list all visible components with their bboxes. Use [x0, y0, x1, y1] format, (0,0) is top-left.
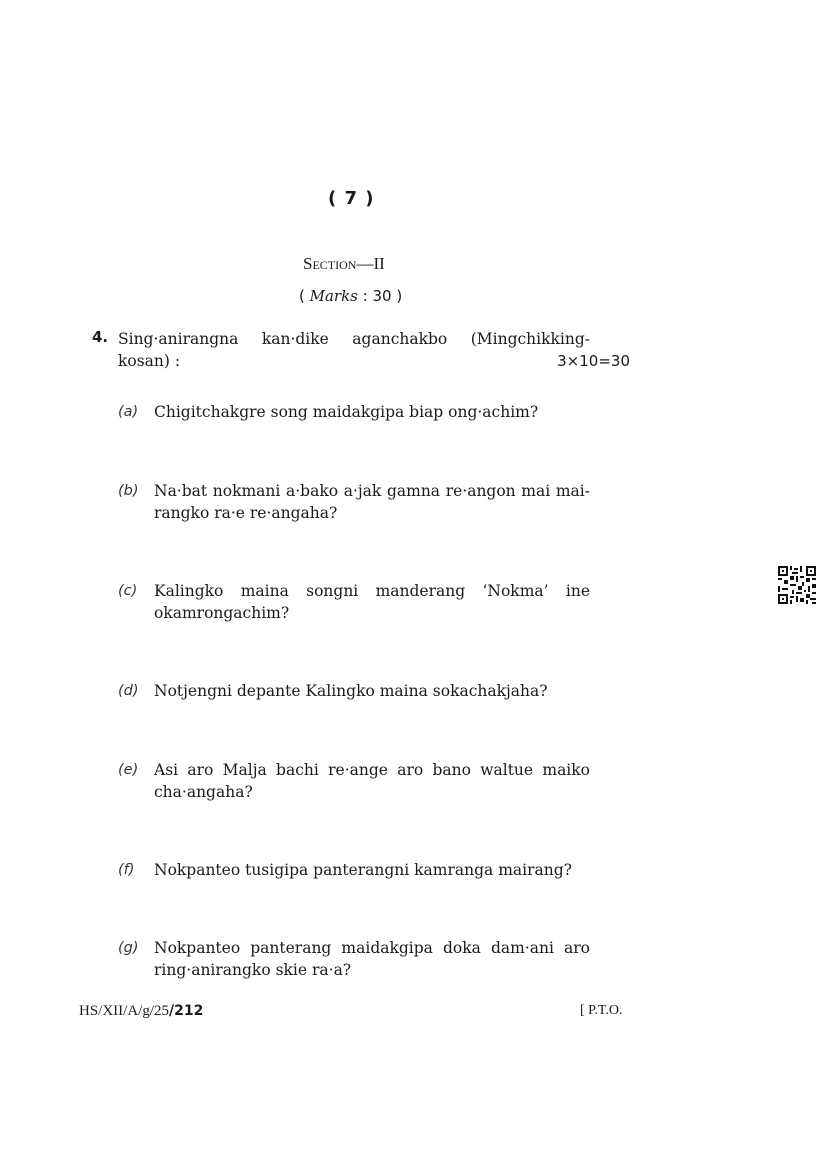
question-text-line1: Sing·anirangna kan·dike aganchakbo (Mingchikking- — [118, 330, 590, 348]
marks-open: ( — [299, 287, 310, 305]
paper-code-prefix: HS/XII/A/g/25 — [79, 1003, 169, 1019]
question-marks: 3×10=30 — [557, 352, 630, 370]
item-text-b: Na·bat nokmani a·bako a·jak gamna re·angon mai mai- rangko ra·e re·angaha? — [154, 482, 590, 522]
item-label-a: (a) — [118, 404, 139, 420]
item-label-c: (c) — [118, 583, 138, 599]
item-text-d: Notjengni depante Kalingko maina sokachakjaha? — [154, 682, 548, 700]
item-text-c: Kalingko maina songni manderang ‘Nokma’ ine okamrongachim? — [154, 582, 590, 622]
item-label-f: (f) — [118, 862, 135, 878]
item-label-b: (b) — [118, 483, 139, 499]
item-text-a: Chigitchakgre song maidakgipa biap ong·achim? — [154, 403, 539, 421]
question-number: 4. — [92, 328, 109, 346]
page-number: ( 7 ) — [328, 188, 375, 209]
footer-pto: [ P.T.O. — [580, 1003, 623, 1018]
item-label-e: (e) — [118, 762, 139, 778]
qr-code-icon — [778, 566, 816, 604]
item-label-d: (d) — [118, 683, 139, 699]
item-text-g: Nokpanteo panterang maidakgipa doka dam·ani aro ring·anirangko skie ra·a? — [154, 939, 590, 979]
paper-code-suffix: /212 — [169, 1003, 204, 1019]
marks-label: Marks — [309, 287, 358, 305]
footer-paper-code — [79, 1003, 203, 1020]
section-marks — [299, 287, 402, 305]
section-title: Section—II — [303, 254, 385, 273]
marks-value: : 30 ) — [357, 287, 403, 305]
question-text-line2: kosan) : — [118, 352, 181, 370]
item-text-f: Nokpanteo tusigipa panterangni kamranga mairang? — [154, 861, 572, 879]
item-label-g: (g) — [118, 940, 139, 956]
item-text-e: Asi aro Malja bachi re·ange aro bano waltue maiko cha·angaha? — [154, 761, 590, 801]
